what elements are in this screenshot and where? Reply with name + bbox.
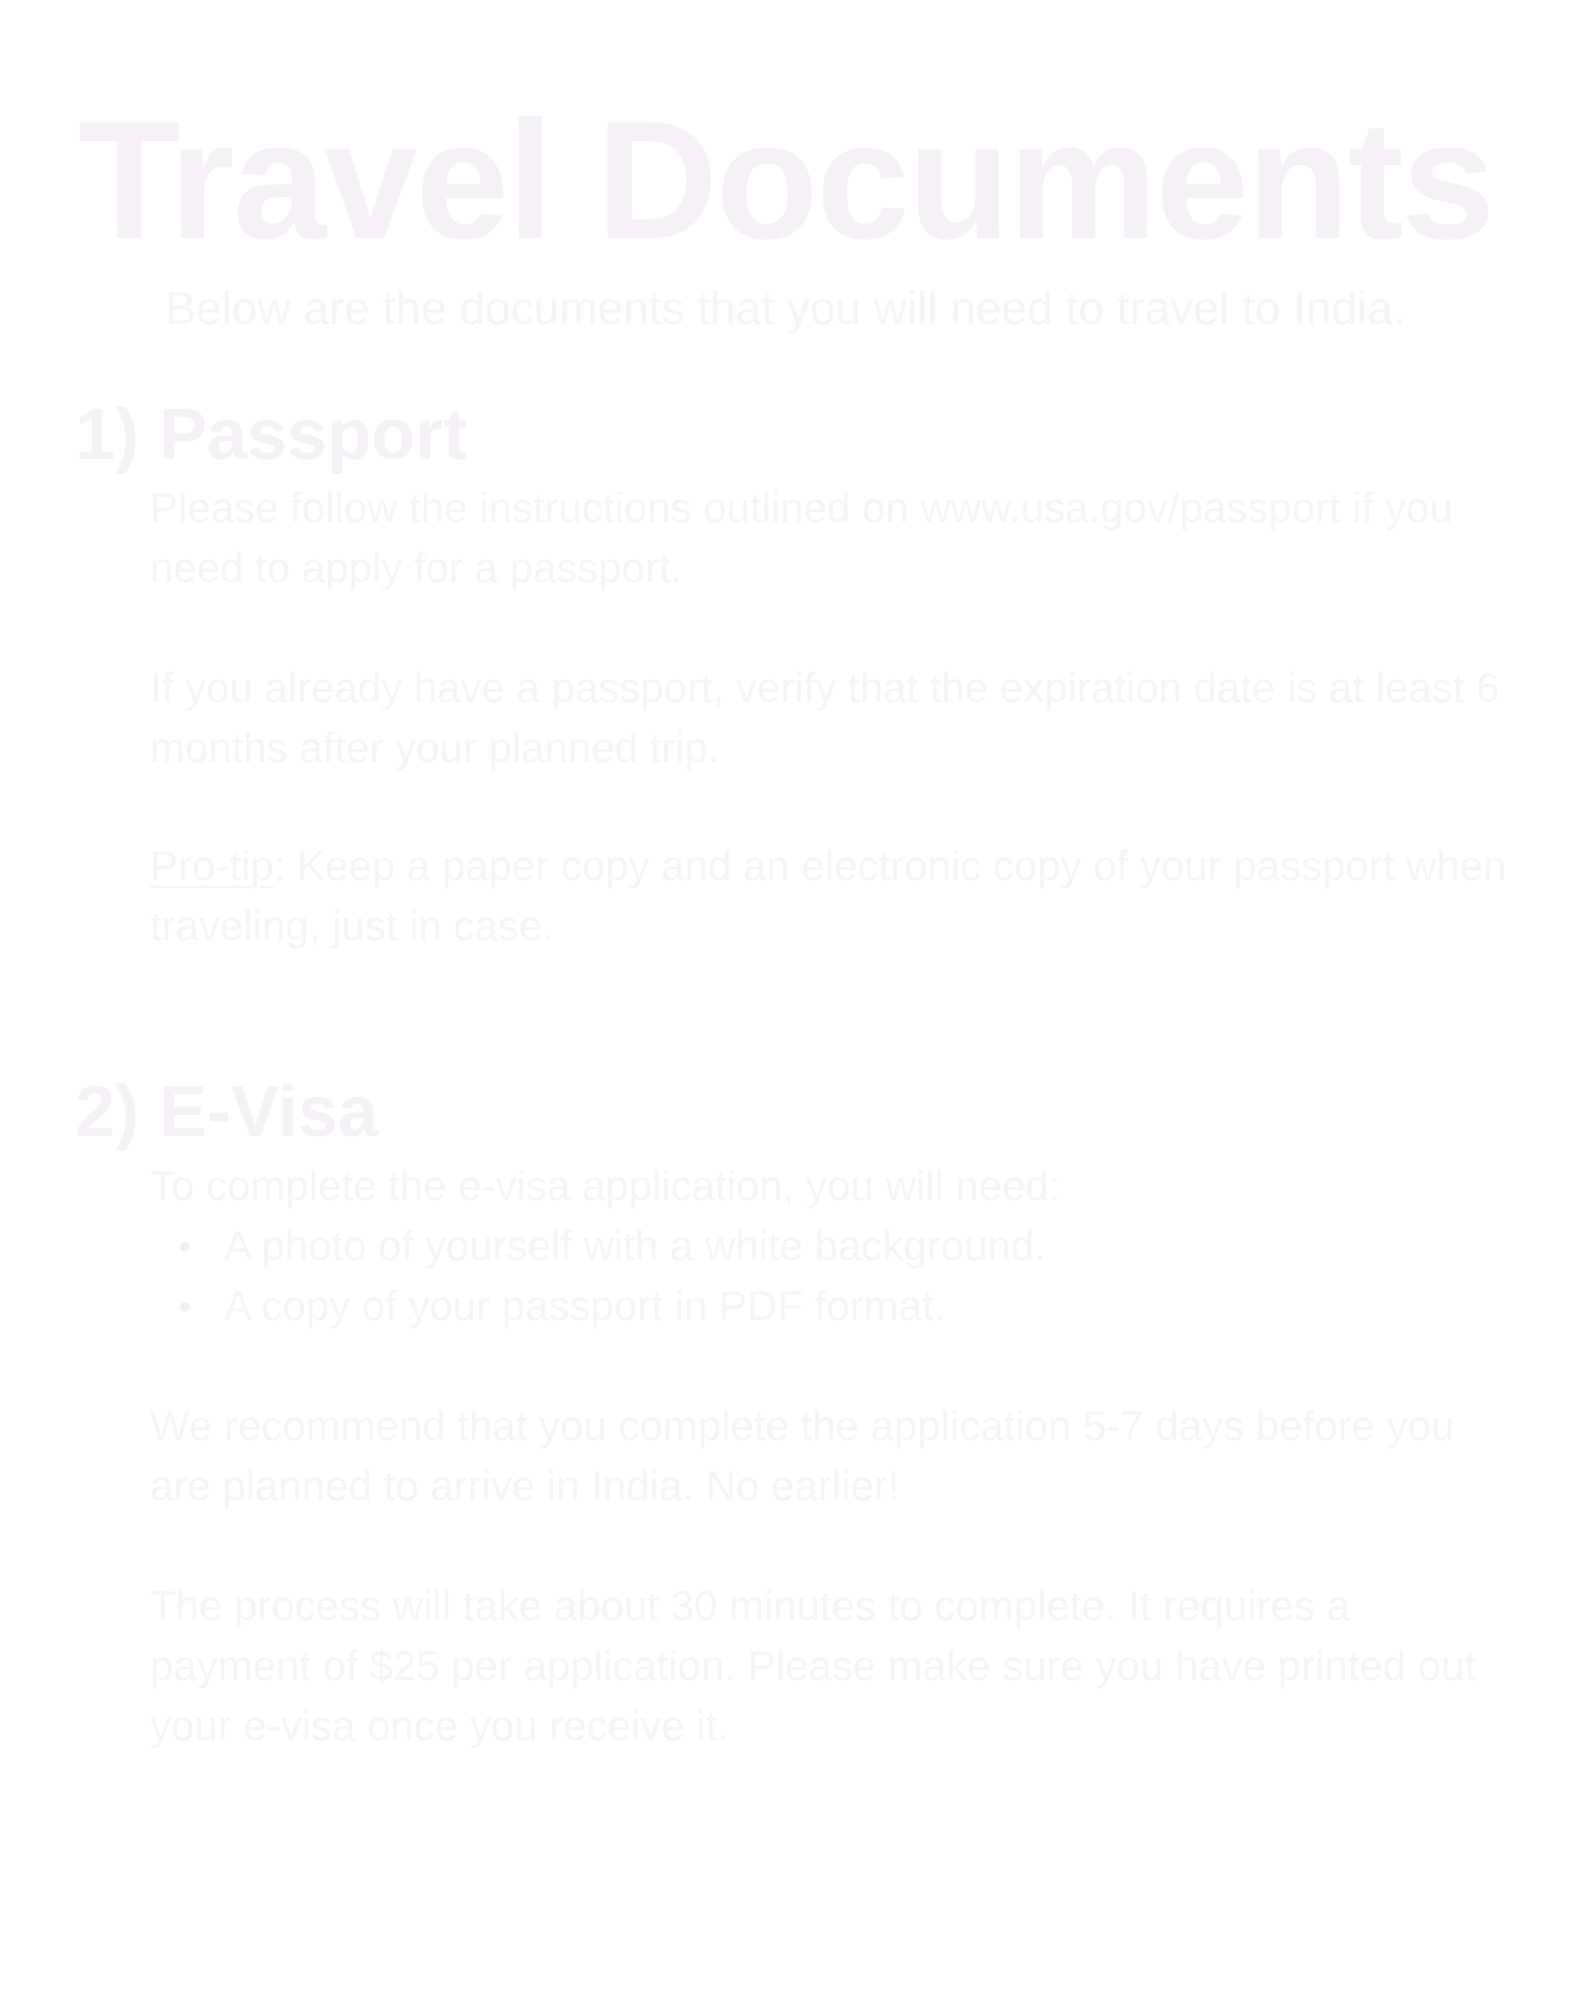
evisa-intro: [150, 1156, 1510, 1216]
evisa-paragraph-process: [150, 1576, 1510, 1756]
passport-paragraph-expiration: [150, 658, 1510, 778]
bullet-icon: [180, 1302, 190, 1312]
bullet-icon: [180, 1242, 190, 1252]
protip-paragraph: [150, 836, 1510, 956]
list-item: [150, 1276, 1510, 1336]
evisa-requirements-list: [150, 1216, 1510, 1336]
page-subtitle: Below are the documents that you will need to travel to India.: [165, 282, 1406, 334]
requirement-photo: A photo of yourself with a white background.: [224, 1222, 1046, 1269]
passport-paragraph-apply: [150, 478, 1510, 598]
section-heading-evisa: 2) E-Visa: [75, 1072, 378, 1152]
evisa-timing-text: We recommend that you complete the application 5-7 days before you are planned to arrive in India. No earlier!: [150, 1402, 1455, 1509]
evisa-process-text: The process will take about 30 minutes to complete. It requires a payment of $25 per application. Please make sure you have printed out your e-visa once you receive it.: [150, 1582, 1477, 1749]
evisa-intro-text: To complete the e-visa application, you will need:: [150, 1162, 1061, 1209]
protip-text: : Keep a paper copy and an electronic copy of your passport when traveling, just in case.: [150, 842, 1507, 949]
requirement-passport-copy: A copy of your passport in PDF format.: [224, 1282, 946, 1329]
passport-apply-text: Please follow the instructions outlined on www.usa.gov/passport if you need to apply for a passport.: [150, 484, 1453, 591]
section-heading-passport: 1) Passport: [75, 395, 468, 475]
list-item: [150, 1216, 1510, 1276]
protip-label: Pro-tip: [150, 842, 274, 889]
page-title: Travel Documents: [77, 86, 1494, 274]
passport-expiration-text: If you already have a passport, verify that the expiration date is at least 6 months after your planned trip.: [150, 664, 1500, 771]
passport-protip: [150, 836, 1510, 956]
evisa-paragraph-timing: [150, 1396, 1510, 1516]
